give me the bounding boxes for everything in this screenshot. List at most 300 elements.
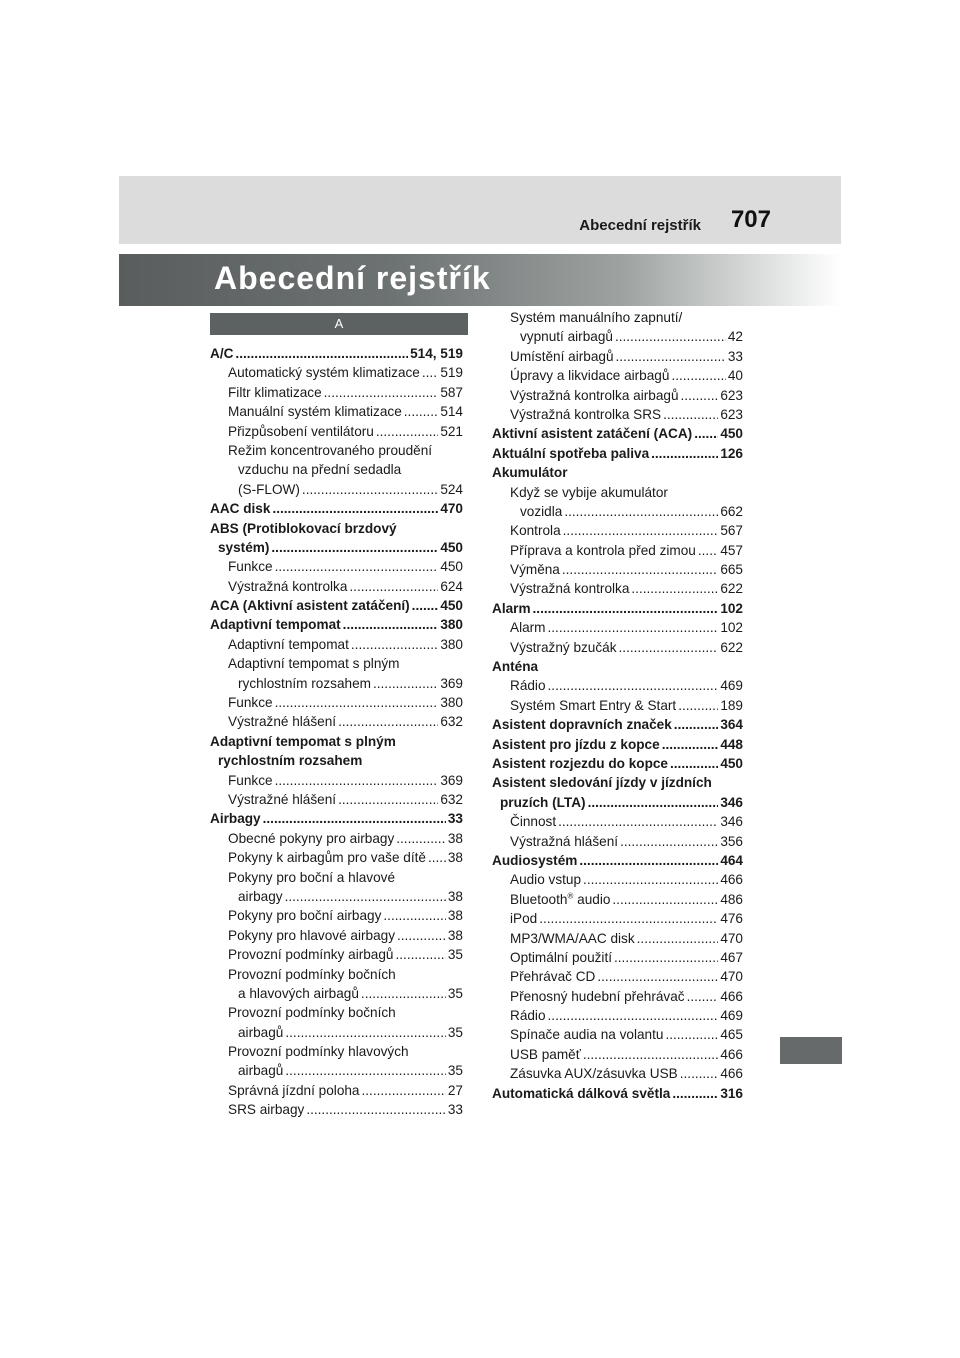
dot-leader bbox=[681, 386, 719, 405]
index-entry bbox=[210, 1023, 463, 1042]
index-page-ref: 623 bbox=[720, 387, 743, 403]
index-page-ref: 514, 519 bbox=[410, 346, 463, 361]
index-entry bbox=[210, 829, 463, 848]
index-entry-text: Akumulátor bbox=[492, 465, 568, 481]
index-entry-text: airbagy bbox=[238, 888, 283, 904]
index-entry bbox=[210, 538, 463, 557]
index-entry bbox=[210, 712, 463, 731]
dot-leader bbox=[651, 444, 718, 463]
index-entry bbox=[210, 1061, 463, 1080]
index-page-ref: 665 bbox=[720, 562, 743, 578]
index-entry bbox=[210, 635, 463, 654]
index-entry bbox=[492, 327, 743, 346]
index-entry bbox=[210, 945, 463, 964]
index-entry bbox=[492, 1084, 743, 1103]
dot-leader bbox=[615, 327, 726, 346]
index-entry-text: airbagů bbox=[238, 1024, 284, 1040]
index-page-ref: 40 bbox=[727, 368, 743, 384]
index-entry-text: Provozní podmínky bočních bbox=[228, 1005, 396, 1021]
dot-leader bbox=[548, 676, 719, 695]
dot-leader bbox=[338, 712, 438, 731]
index-entry bbox=[210, 441, 463, 460]
index-entry bbox=[492, 870, 743, 889]
index-entry bbox=[492, 405, 743, 424]
index-entry bbox=[210, 926, 463, 945]
index-entry-text: USB paměť bbox=[510, 1046, 581, 1062]
index-entry-text: Pokyny k airbagům pro vaše dítě bbox=[228, 850, 426, 866]
index-page-ref: 102 bbox=[720, 620, 743, 636]
index-page-ref: 38 bbox=[447, 850, 463, 866]
index-page-ref: 524 bbox=[440, 481, 463, 497]
index-entry-text: iPod bbox=[510, 911, 538, 927]
dot-leader bbox=[698, 541, 718, 560]
index-entry bbox=[492, 967, 743, 986]
index-page-ref: 514 bbox=[440, 404, 463, 420]
index-page-ref: 189 bbox=[720, 697, 743, 713]
dot-leader bbox=[671, 366, 725, 385]
index-entry-text: Provozní podmínky bočních bbox=[228, 966, 396, 982]
dot-leader bbox=[597, 967, 718, 986]
index-page-ref: 33 bbox=[447, 811, 463, 827]
index-page-ref: 27 bbox=[447, 1082, 463, 1098]
dot-leader bbox=[563, 521, 719, 540]
index-entry-text: Výstražná kontrolka SRS bbox=[510, 406, 662, 422]
index-entry bbox=[492, 560, 743, 579]
index-page-ref: 42 bbox=[727, 329, 743, 345]
index-entry-text: Zásuvka AUX/zásuvka USB bbox=[510, 1066, 678, 1082]
dot-leader bbox=[302, 480, 438, 499]
index-entry-text: Pokyny pro hlavové airbagy bbox=[228, 927, 395, 943]
index-entry-text: Rádio bbox=[510, 1008, 546, 1024]
index-entry bbox=[210, 654, 463, 673]
index-entry bbox=[210, 557, 463, 576]
index-page-ref: 33 bbox=[727, 348, 743, 364]
dot-leader bbox=[548, 618, 719, 637]
index-entry-text: Aktivní asistent zatáčení (ACA) bbox=[492, 426, 693, 442]
index-entry bbox=[492, 657, 743, 676]
index-entry bbox=[210, 751, 463, 770]
index-entry bbox=[210, 848, 463, 867]
index-entry bbox=[210, 887, 463, 906]
index-entry bbox=[492, 599, 743, 618]
index-entry bbox=[210, 732, 463, 751]
index-page-ref: 126 bbox=[720, 445, 743, 461]
dot-leader bbox=[349, 577, 438, 596]
index-entry bbox=[210, 809, 463, 828]
index-entry bbox=[210, 363, 463, 382]
index-page-ref: 35 bbox=[447, 985, 463, 1001]
index-entry-text: Optimální použití bbox=[510, 949, 612, 965]
dot-leader bbox=[616, 347, 726, 366]
index-page-ref: 486 bbox=[720, 891, 743, 907]
index-entry bbox=[492, 1006, 743, 1025]
index-entry-text: Výstražná kontrolka bbox=[510, 581, 630, 597]
header-band bbox=[119, 176, 841, 244]
index-page-ref: 38 bbox=[447, 908, 463, 924]
index-page-ref: 38 bbox=[447, 888, 463, 904]
index-entry bbox=[210, 1042, 463, 1061]
index-page-ref: 450 bbox=[720, 755, 743, 771]
index-entry bbox=[210, 344, 463, 363]
index-entry-text: rychlostním rozsahem bbox=[218, 753, 363, 769]
index-entry bbox=[210, 1081, 463, 1100]
index-entry-text: Alarm bbox=[492, 600, 531, 616]
index-entry bbox=[492, 735, 743, 754]
dot-leader bbox=[694, 424, 718, 443]
index-page-ref: 464 bbox=[720, 852, 743, 868]
dot-leader bbox=[564, 502, 718, 521]
dot-leader bbox=[548, 1006, 719, 1025]
index-entry-text: Adaptivní tempomat s plným bbox=[210, 733, 396, 749]
index-entry bbox=[492, 366, 743, 385]
index-page-ref: 38 bbox=[447, 830, 463, 846]
index-entry-text: systém) bbox=[218, 539, 270, 555]
index-entry-text: pruzích (LTA) bbox=[500, 794, 586, 810]
index-page-ref: 469 bbox=[720, 1008, 743, 1024]
index-entry bbox=[210, 868, 463, 887]
dot-leader bbox=[428, 848, 446, 867]
index-entry-text: (S-FLOW) bbox=[238, 481, 300, 497]
dot-leader bbox=[338, 790, 438, 809]
index-entry-text: Pokyny pro boční a hlavové bbox=[228, 869, 396, 885]
dot-leader bbox=[674, 715, 719, 734]
index-entry-text: Adaptivní tempomat s plným bbox=[228, 656, 400, 672]
index-entry bbox=[492, 773, 743, 792]
index-entry bbox=[492, 754, 743, 773]
dot-leader bbox=[562, 560, 718, 579]
index-entry bbox=[210, 771, 463, 790]
index-page-ref: 467 bbox=[720, 949, 743, 965]
dot-leader bbox=[351, 635, 438, 654]
index-entry bbox=[210, 906, 463, 925]
index-entry bbox=[492, 890, 743, 909]
index-entry-text: Alarm bbox=[510, 620, 546, 636]
index-entry-text: Asistent sledování jízdy v jízdních bbox=[492, 775, 712, 791]
index-entry bbox=[210, 577, 463, 596]
index-entry bbox=[210, 1003, 463, 1022]
index-entry-text: Asistent pro jízdu z kopce bbox=[492, 736, 660, 752]
index-page-ref: 466 bbox=[720, 872, 743, 888]
index-entry-text: Umístění airbagů bbox=[510, 348, 614, 364]
index-page-ref: 624 bbox=[440, 578, 463, 594]
dot-leader bbox=[612, 890, 718, 909]
dot-leader bbox=[361, 984, 446, 1003]
index-page-ref: 632 bbox=[440, 714, 463, 730]
title-banner bbox=[119, 254, 841, 306]
index-page-ref: 346 bbox=[720, 814, 743, 830]
index-entry-text: vzduchu na přední sedadla bbox=[238, 462, 402, 478]
index-entry bbox=[492, 909, 743, 928]
index-entry-text: rychlostním rozsahem bbox=[238, 675, 371, 691]
index-entry bbox=[210, 596, 463, 615]
dot-leader bbox=[396, 829, 446, 848]
dot-leader bbox=[235, 344, 408, 363]
index-entry-text: Kontrola bbox=[510, 523, 561, 539]
dot-leader bbox=[373, 674, 438, 693]
index-entry-text: Spínače audia na volantu bbox=[510, 1027, 664, 1043]
index-entry-text: Airbagy bbox=[210, 811, 261, 827]
index-page-ref: 450 bbox=[440, 559, 463, 575]
index-entry-text: Funkce bbox=[228, 772, 273, 788]
index-page-ref: 476 bbox=[720, 911, 743, 927]
index-entry-text: Adaptivní tempomat bbox=[210, 617, 341, 633]
index-entry-text: Automatický systém klimatizace bbox=[228, 365, 420, 381]
index-entry-text: Výstražná kontrolka airbagů bbox=[510, 387, 679, 403]
index-entry bbox=[492, 521, 743, 540]
dot-leader bbox=[558, 812, 718, 831]
dot-leader bbox=[395, 945, 445, 964]
dot-leader bbox=[583, 870, 718, 889]
index-page-ref: 380 bbox=[440, 695, 463, 711]
page-number: 707 bbox=[730, 206, 771, 233]
index-page-ref: 470 bbox=[440, 501, 463, 517]
index-page-ref: 369 bbox=[440, 675, 463, 691]
index-page-ref: 622 bbox=[720, 639, 743, 655]
index-entry bbox=[492, 832, 743, 851]
index-entry bbox=[210, 615, 463, 634]
index-entry-text: Bluetooth® audio bbox=[510, 891, 611, 907]
index-entry bbox=[492, 483, 743, 502]
index-entry bbox=[492, 463, 743, 482]
index-entry-text: Příprava a kontrola před zimou bbox=[510, 542, 696, 558]
index-entry bbox=[492, 386, 743, 405]
dot-leader bbox=[324, 383, 439, 402]
dot-leader bbox=[412, 596, 439, 615]
dot-leader bbox=[285, 1023, 446, 1042]
index-page-ref: 448 bbox=[720, 736, 743, 752]
index-entry bbox=[492, 1045, 743, 1064]
index-page-ref: 450 bbox=[440, 598, 463, 614]
index-entry-text: ABS (Protiblokovací brzdový bbox=[210, 520, 397, 536]
dot-leader bbox=[343, 615, 439, 634]
index-page-ref: 102 bbox=[720, 600, 743, 616]
index-page-ref: 466 bbox=[720, 988, 743, 1004]
index-column-right bbox=[492, 308, 743, 1103]
dot-leader bbox=[275, 771, 439, 790]
index-page-ref: 38 bbox=[447, 927, 463, 943]
index-entry-text: Když se vybije akumulátor bbox=[510, 484, 668, 500]
index-entry-text: Audio vstup bbox=[510, 872, 582, 888]
index-entry bbox=[492, 308, 743, 327]
dot-leader bbox=[271, 538, 438, 557]
index-entry bbox=[210, 674, 463, 693]
index-entry-text: Obecné pokyny pro airbagy bbox=[228, 830, 395, 846]
index-entry bbox=[210, 790, 463, 809]
index-entry-text: Výstražná hlášení bbox=[510, 833, 619, 849]
index-entry-text: Provozní podmínky airbagů bbox=[228, 947, 394, 963]
index-page-ref: 470 bbox=[720, 930, 743, 946]
index-entry bbox=[492, 851, 743, 870]
index-entry bbox=[210, 480, 463, 499]
index-entry bbox=[492, 676, 743, 695]
index-entry-text: AAC disk bbox=[210, 501, 271, 517]
index-page-ref: 622 bbox=[720, 581, 743, 597]
index-entry-text: Asistent rozjezdu do kopce bbox=[492, 755, 668, 771]
index-entry bbox=[210, 460, 463, 479]
dot-leader bbox=[637, 929, 719, 948]
dot-leader bbox=[631, 579, 718, 598]
index-page-ref: 35 bbox=[447, 947, 463, 963]
index-entry-text: Audiosystém bbox=[492, 852, 578, 868]
index-entry-text: a hlavových airbagů bbox=[238, 985, 359, 1001]
dot-leader bbox=[383, 906, 445, 925]
dot-leader bbox=[614, 948, 718, 967]
dot-leader bbox=[662, 735, 719, 754]
index-page-ref: 587 bbox=[440, 384, 463, 400]
index-entry bbox=[492, 715, 743, 734]
index-entry bbox=[492, 929, 743, 948]
index-page-ref: 662 bbox=[720, 503, 743, 519]
dot-leader bbox=[376, 422, 438, 441]
dot-leader bbox=[620, 832, 718, 851]
index-page-ref: 450 bbox=[720, 426, 743, 442]
index-entry bbox=[492, 1025, 743, 1044]
dot-leader bbox=[306, 1100, 446, 1119]
dot-leader bbox=[272, 499, 438, 518]
index-entry bbox=[492, 618, 743, 637]
index-entry-text: Rádio bbox=[510, 678, 546, 694]
index-entry-text: Činnost bbox=[510, 814, 557, 830]
index-page-ref: 469 bbox=[720, 678, 743, 694]
index-entry bbox=[492, 541, 743, 560]
index-entry-text: Výstražná kontrolka bbox=[228, 578, 348, 594]
index-entry-text: Asistent dopravních značek bbox=[492, 717, 672, 733]
index-page-ref: 623 bbox=[720, 406, 743, 422]
dot-leader bbox=[680, 1064, 719, 1083]
index-page-ref: 465 bbox=[720, 1027, 743, 1043]
index-entry-text: airbagů bbox=[238, 1063, 284, 1079]
index-page-ref: 356 bbox=[720, 833, 743, 849]
dot-leader bbox=[670, 754, 718, 773]
dot-leader bbox=[397, 926, 446, 945]
index-page-ref: 567 bbox=[720, 523, 743, 539]
index-entry-text: Anténa bbox=[492, 659, 539, 675]
index-entry-text: Přehrávač CD bbox=[510, 969, 596, 985]
dot-leader bbox=[422, 363, 438, 382]
index-entry-text: Výstražné hlášení bbox=[228, 714, 337, 730]
index-entry-text: Adaptivní tempomat bbox=[228, 636, 349, 652]
index-page-ref: 364 bbox=[720, 717, 743, 733]
index-entry-text: Pokyny pro boční airbagy bbox=[228, 908, 382, 924]
index-entry bbox=[210, 965, 463, 984]
index-entry bbox=[492, 1064, 743, 1083]
index-entry bbox=[492, 579, 743, 598]
index-entry bbox=[210, 693, 463, 712]
index-entry bbox=[492, 696, 743, 715]
index-entry-text: Výstražné hlášení bbox=[228, 791, 337, 807]
index-entry-text: Filtr klimatizace bbox=[228, 384, 322, 400]
index-entry-text: vypnutí airbagů bbox=[520, 329, 613, 345]
index-page-ref: 457 bbox=[720, 542, 743, 558]
index-entry-text: Režim koncentrovaného proudění bbox=[228, 442, 433, 458]
index-entry-text: A/C bbox=[210, 346, 234, 361]
index-entry-text: ACA (Aktivní asistent zatáčení) bbox=[210, 598, 410, 614]
index-entry-text: Systém manuálního zapnutí/ bbox=[510, 310, 683, 325]
dot-leader bbox=[678, 696, 718, 715]
dot-leader bbox=[619, 638, 719, 657]
dot-leader bbox=[588, 793, 719, 812]
index-entry-text: Funkce bbox=[228, 559, 273, 575]
index-entry-text: Úpravy a likvidace airbagů bbox=[510, 368, 670, 384]
index-entry-text: SRS airbagy bbox=[228, 1102, 305, 1118]
dot-leader bbox=[404, 402, 439, 421]
index-entry bbox=[492, 948, 743, 967]
index-page-ref: 346 bbox=[720, 794, 743, 810]
index-entry-text: vozidla bbox=[520, 503, 563, 519]
page-title: Abecední rejstřík bbox=[214, 260, 491, 296]
dot-leader bbox=[583, 1045, 718, 1064]
index-entry-text: Provozní podmínky hlavových bbox=[228, 1044, 409, 1060]
section-letter-bar: A bbox=[210, 313, 468, 335]
dot-leader bbox=[579, 851, 718, 870]
index-page-ref: 470 bbox=[720, 969, 743, 985]
index-entry-text: Přizpůsobení ventilátoru bbox=[228, 423, 374, 439]
index-entry bbox=[210, 499, 463, 518]
index-page-ref: 519 bbox=[440, 365, 463, 381]
index-page-ref: 369 bbox=[440, 772, 463, 788]
index-entry-text: Manuální systém klimatizace bbox=[228, 404, 402, 420]
dot-leader bbox=[665, 1025, 718, 1044]
header-title: Abecední rejstřík bbox=[579, 217, 701, 234]
index-page-ref: 632 bbox=[440, 791, 463, 807]
index-entry bbox=[492, 347, 743, 366]
dot-leader bbox=[275, 557, 439, 576]
index-entry bbox=[210, 402, 463, 421]
index-page-ref: 35 bbox=[447, 1063, 463, 1079]
index-entry-text: Funkce bbox=[228, 695, 273, 711]
index-entry bbox=[210, 1100, 463, 1119]
dot-leader bbox=[263, 809, 446, 828]
index-entry-text: Přenosný hudební přehrávač bbox=[510, 988, 685, 1004]
index-entry bbox=[492, 502, 743, 521]
index-page-ref: 450 bbox=[440, 539, 463, 555]
dot-leader bbox=[533, 599, 719, 618]
dot-leader bbox=[672, 1084, 718, 1103]
index-page-ref: 466 bbox=[720, 1066, 743, 1082]
dot-leader bbox=[285, 1061, 446, 1080]
index-entry bbox=[492, 638, 743, 657]
index-entry bbox=[492, 793, 743, 812]
index-entry bbox=[492, 987, 743, 1006]
index-page-ref: 33 bbox=[447, 1102, 463, 1118]
index-column-left bbox=[210, 344, 463, 1120]
index-entry-text: Výstražný bzučák bbox=[510, 639, 617, 655]
index-entry-text: Výměna bbox=[510, 562, 560, 578]
index-entry bbox=[210, 383, 463, 402]
index-entry bbox=[492, 812, 743, 831]
index-entry bbox=[492, 424, 743, 443]
index-entry-text: Aktuální spotřeba paliva bbox=[492, 445, 650, 461]
index-page-ref: 521 bbox=[440, 423, 463, 439]
index-entry bbox=[492, 444, 743, 463]
index-entry-text: Automatická dálková světla bbox=[492, 1085, 671, 1101]
dot-leader bbox=[285, 887, 446, 906]
index-page-ref: 35 bbox=[447, 1024, 463, 1040]
dot-leader bbox=[539, 909, 718, 928]
index-page-ref: 380 bbox=[440, 636, 463, 652]
dot-leader bbox=[362, 1081, 446, 1100]
index-page-ref: 380 bbox=[440, 617, 463, 633]
index-page-ref: 466 bbox=[720, 1046, 743, 1062]
dot-leader bbox=[275, 693, 439, 712]
index-entry bbox=[210, 984, 463, 1003]
index-page-ref: 316 bbox=[720, 1085, 743, 1101]
index-entry-text: MP3/WMA/AAC disk bbox=[510, 930, 635, 946]
index-entry-text: Správná jízdní poloha bbox=[228, 1082, 360, 1098]
index-entry bbox=[210, 519, 463, 538]
dot-leader bbox=[687, 987, 719, 1006]
index-entry-text: Systém Smart Entry & Start bbox=[510, 697, 677, 713]
